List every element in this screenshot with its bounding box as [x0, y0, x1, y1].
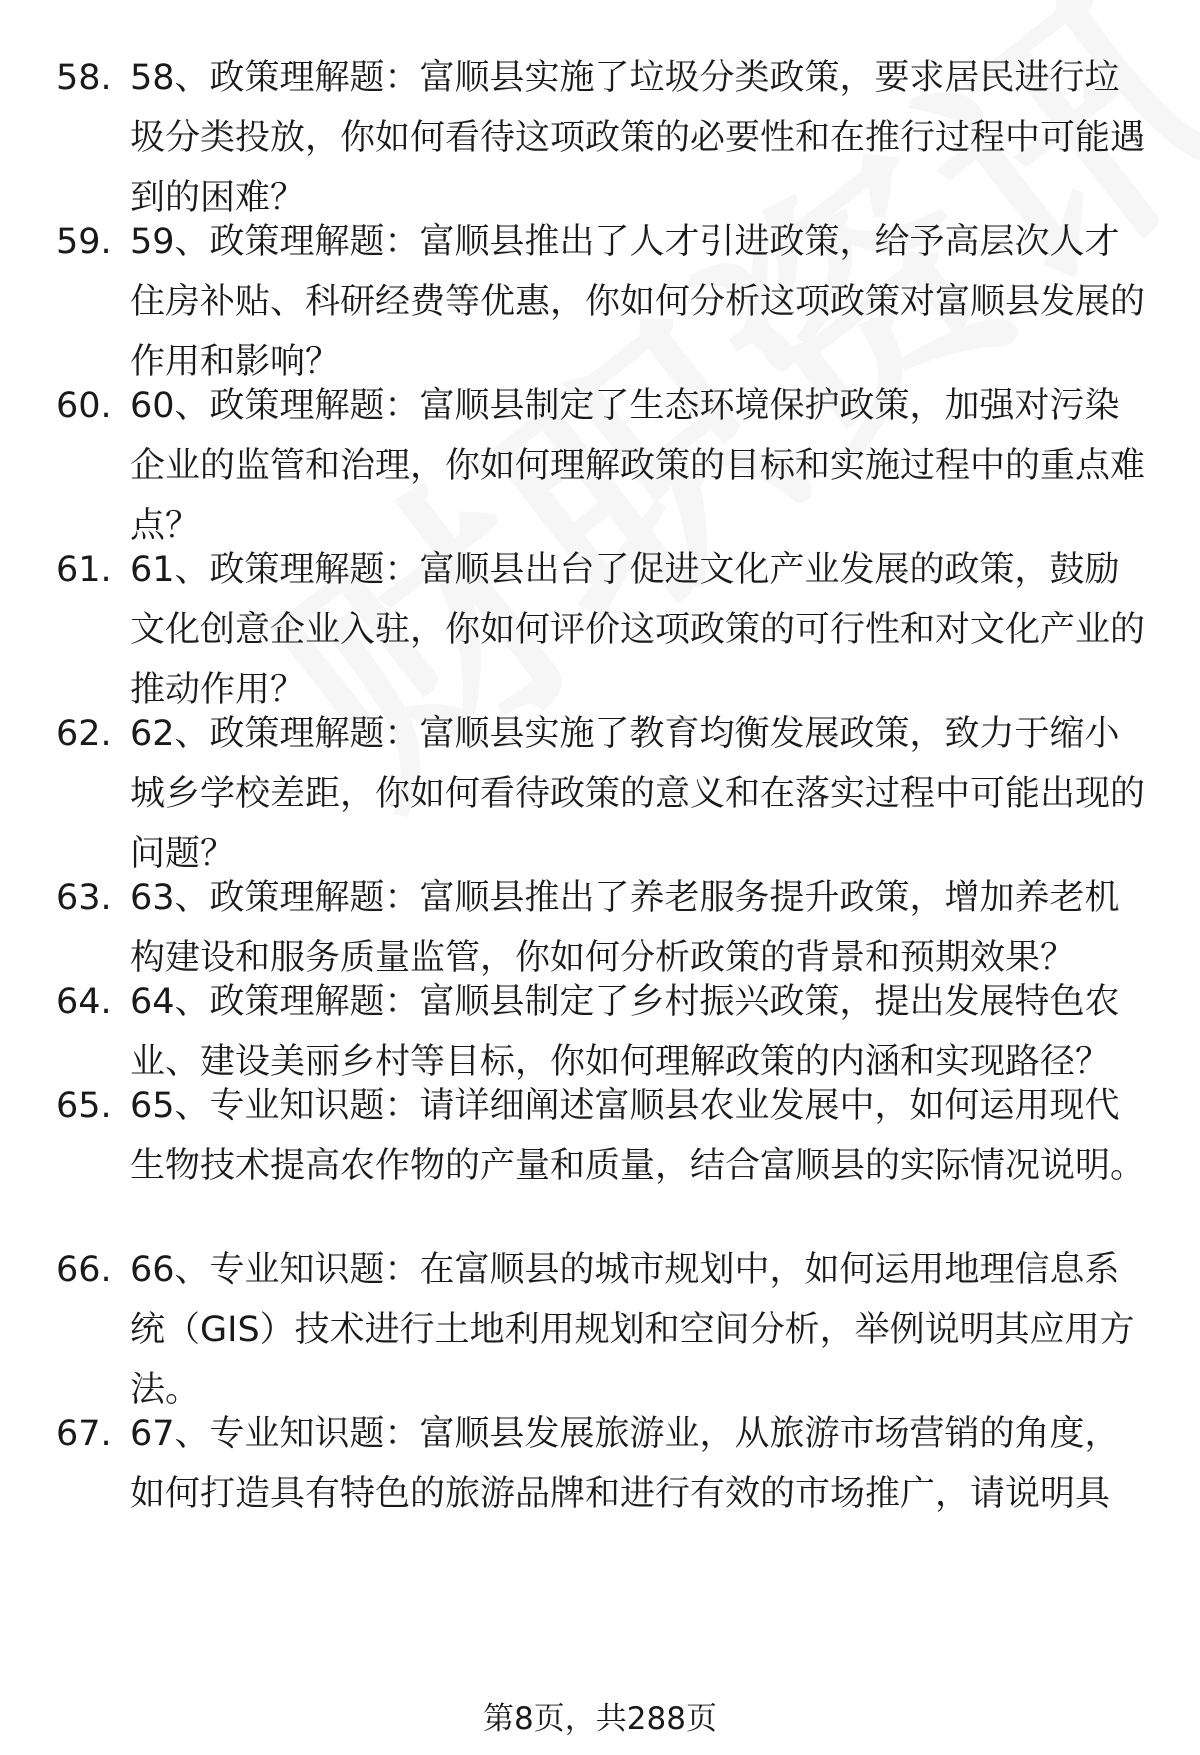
question-text: 63、政策理解题：富顺县推出了养老服务提升政策，增加养老机构建设和服务质量监管，你如何分析政策的背景和预期效果？: [130, 878, 1120, 978]
question-number: 67.: [56, 1414, 112, 1454]
question-number: 64.: [56, 982, 112, 1022]
question-text: 59、政策理解题：富顺县推出了人才引进政策，给予高层次人才住房补贴、科研经费等优惠，你如何分析这项政策对富顺县发展的作用和影响？: [130, 222, 1146, 382]
question-number: 60.: [56, 386, 112, 426]
question-number: 63.: [56, 878, 112, 918]
question-number: 59.: [56, 222, 112, 262]
question-number: 58.: [56, 58, 112, 98]
question-text: 64、政策理解题：富顺县制定了乡村振兴政策，提出发展特色农业、建设美丽乡村等目标，你如何理解政策的内涵和实现路径？: [130, 982, 1120, 1082]
question-text: 60、政策理解题：富顺县制定了生态环境保护政策，加强对污染企业的监管和治理，你如何理解政策的目标和实施过程中的重点难点？: [130, 386, 1146, 546]
question-text: 58、政策理解题：富顺县实施了垃圾分类政策，要求居民进行垃圾分类投放，你如何看待这项政策的必要性和在推行过程中可能遇到的困难？: [130, 58, 1146, 218]
question-text: 67、专业知识题：富顺县发展旅游业，从旅游市场营销的角度，如何打造具有特色的旅游品牌和进行有效的市场推广，请说明具: [130, 1414, 1120, 1514]
question-text: 66、专业知识题：在富顺县的城市规划中，如何运用地理信息系统（GIS）技术进行土地利用规划和空间分析，举例说明其应用方法。: [130, 1250, 1135, 1410]
question-text: 62、政策理解题：富顺县实施了教育均衡发展政策，致力于缩小城乡学校差距，你如何看待政策的意义和在落实过程中可能出现的问题？: [130, 714, 1146, 874]
question-number: 66.: [56, 1250, 112, 1290]
page-footer: 第8页，共288页: [483, 1701, 717, 1737]
question-text: 65、专业知识题：请详细阐述富顺县农业发展中，如何运用现代生物技术提高农作物的产量和质量，结合富顺县的实际情况说明。: [130, 1086, 1146, 1186]
question-number: 65.: [56, 1086, 112, 1126]
question-number: 62.: [56, 714, 112, 754]
question-text: 61、政策理解题：富顺县出台了促进文化产业发展的政策，鼓励文化创意企业入驻，你如何评价这项政策的可行性和对文化产业的推动作用？: [130, 550, 1146, 710]
question-number: 61.: [56, 550, 112, 590]
